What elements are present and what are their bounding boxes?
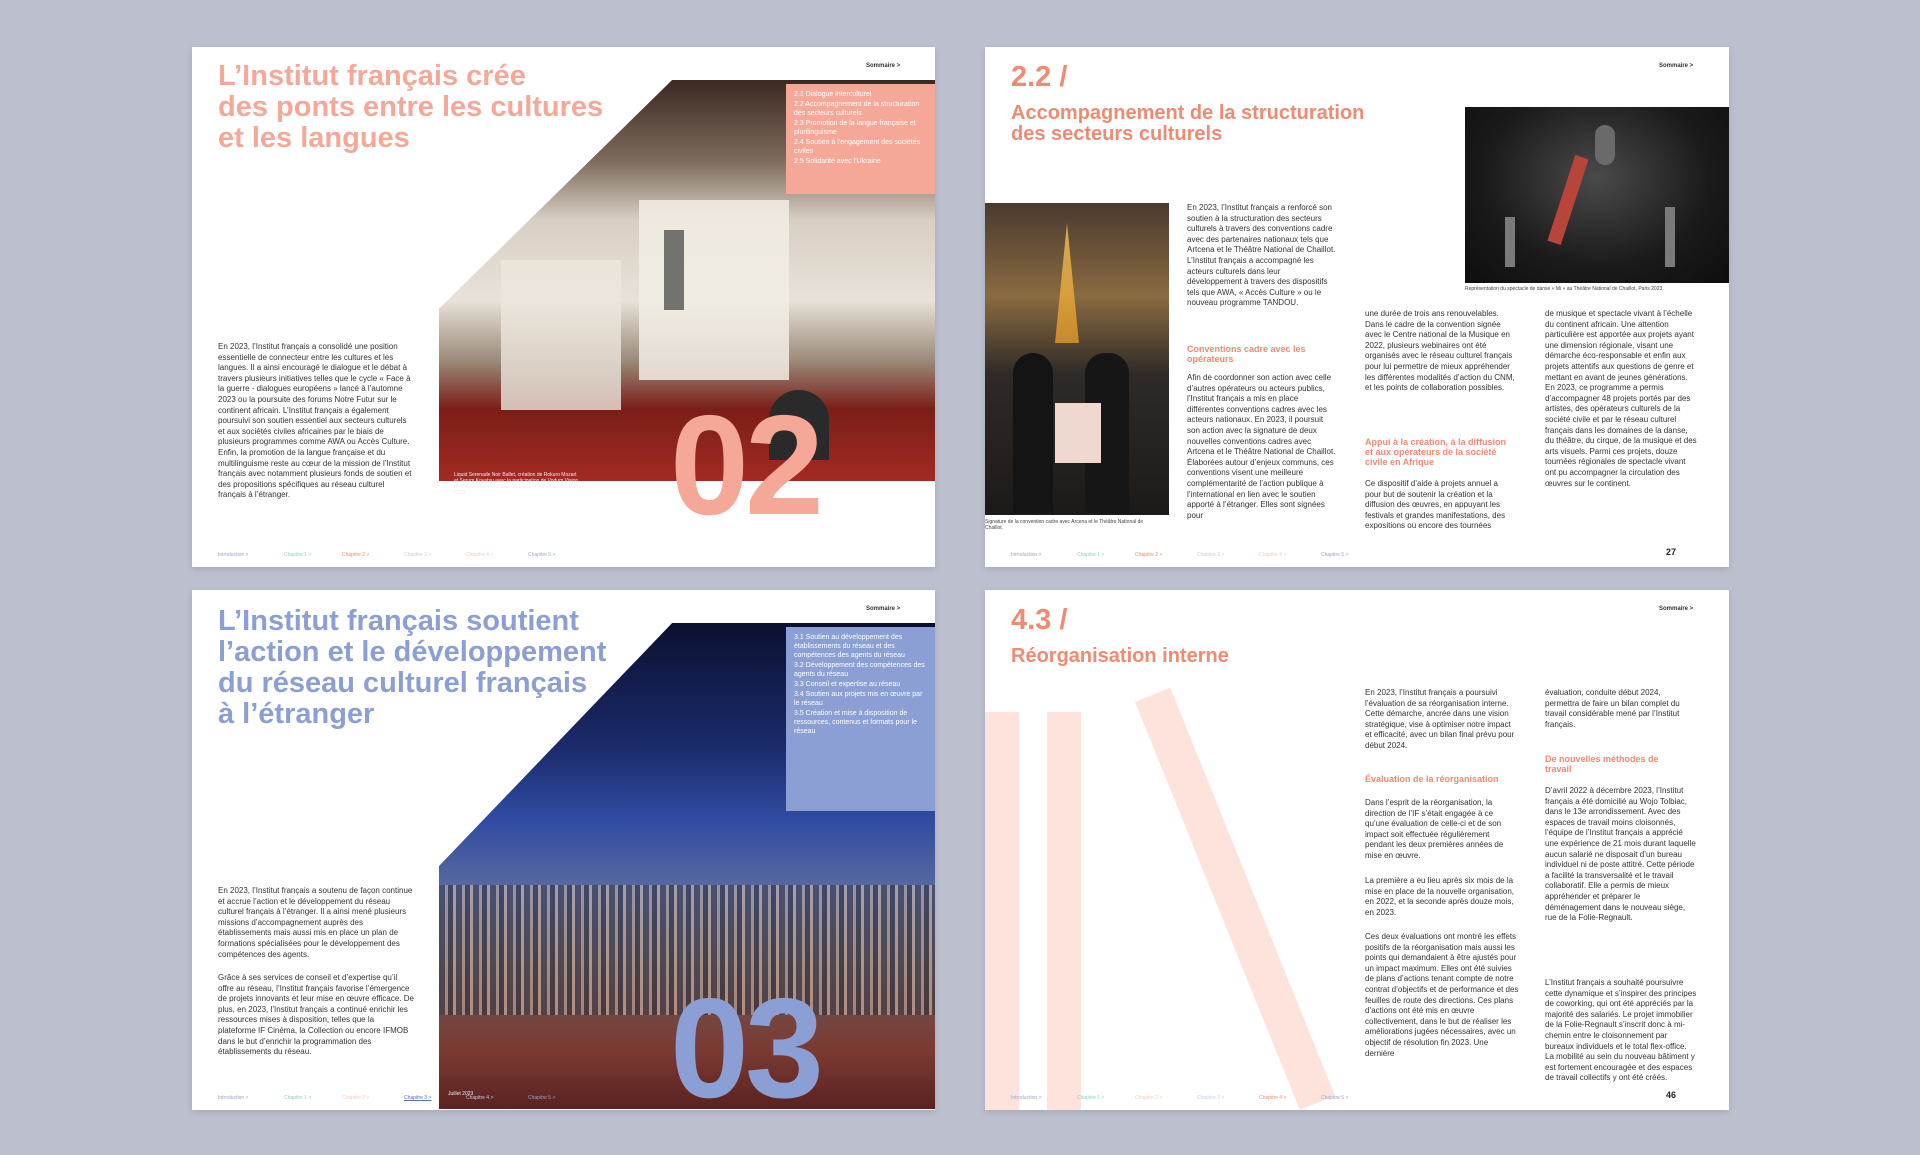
footer-link[interactable]: Chapitre 3 > — [1197, 1095, 1225, 1101]
body-text: de musique et spectacle vivant à l’échelle du continent africain. Une attention particulière est apportée aux projets ayant une dimension régionale, visant une démarche éco-responsable et enfin aux projets attentifs aux questions de genre et mettant en avant de jeunes générations. En 2023, ce programme a permis d’accompagner 48 projets portés par des artistes, des opérateurs culturels de la société civile et par le réseau culturel français dans les domaines de la danse, du théâtre, du cirque, de la musique et des arts visuels. Parmi ces projets, douze tournées régionales de spectacle vivant ont pu accompagner la circulation des œuvres sur le continent. — [1545, 309, 1697, 488]
photo-caption: Signature de la convention cadre avec Arcena et le Théâtre National de Chaillot. — [985, 519, 1144, 531]
toc-item[interactable]: 2.1 Dialogue interculturel — [794, 91, 872, 98]
spread-chapter-3 — [192, 590, 935, 1110]
footer-link[interactable]: Chapitre 2 > — [342, 1095, 370, 1101]
footer-link[interactable]: Chapitre 1 > — [1077, 1095, 1105, 1101]
body-text: En 2023, l’Institut français a consolidé une position essentielle de connecteur entre les cultures et les langues. Il a ainsi encouragé le dialogue et le débat à travers plusieurs initiatives telles que le cycle « Face à la guerre - dialogues européens » lancé à l’automne 2023 ou la poursuite des forums Notre Futur sur le continent africain. L’Institut français a également poursuivi son soutien essentiel aux secteurs culturels et aux sociétés civiles africaines par le biais de plusieurs programmes comme AWA ou Accès Culture. Enfin, la promotion de la langue française et du multilinguisme reste au cœur de la mission de l’Institut français avec notamment plusieurs fonds de soutien et des propositions spécifiques au réseau culturel français à l’étranger. — [218, 342, 412, 500]
spread-chapter-2 — [192, 47, 935, 567]
footer-link[interactable]: Chapitre 4 > — [466, 1095, 494, 1101]
decorative-shape — [985, 712, 1265, 1110]
sommaire-link[interactable]: Sommaire > — [866, 63, 901, 69]
footer-link[interactable]: Introduction > — [1011, 1095, 1042, 1101]
footer-link[interactable]: Introduction > — [218, 552, 249, 558]
footer-link[interactable]: Chapitre 4 > — [1259, 1095, 1287, 1101]
footer-link[interactable]: Chapitre 4 > — [1259, 552, 1287, 558]
footer-nav — [1011, 1095, 1441, 1103]
toc-item[interactable]: 2.4 Soutien à l’engagement des sociétés civiles — [794, 139, 921, 155]
photo-caption: Liquid Serenade Noir Ballet, création de Rokuro Mozart et Serum Koyatsu avec la participation de Vodum Vision, résidence Villa Kujoyama, Kyoto, à la Nuit Blanche, Paris 2023. — [454, 472, 581, 496]
body-text: Ce dispositif d’aide à projets annuel a pour but de soutenir la création et la diffusion des œuvres, en appuyant les festivals et grandes manifestations, des expositions ou encore des tournées — [1365, 479, 1506, 531]
photo-signature — [985, 203, 1169, 515]
footer-link[interactable]: Chapitre 1 > — [284, 552, 312, 558]
page-number: 27 — [1666, 547, 1677, 557]
subheading: Appui à la création, à la diffusion et aux opérateurs de la société civile en Afrique — [1365, 437, 1507, 467]
footer-link[interactable]: Chapitre 5 > — [1321, 1095, 1349, 1101]
footer-link[interactable]: Chapitre 3 > — [1197, 552, 1225, 558]
footer-link[interactable]: Chapitre 2 > — [1135, 1095, 1163, 1101]
sommaire-link[interactable]: Sommaire > — [866, 606, 901, 612]
body-text: Dans l’esprit de la réorganisation, la direction de l’IF s’était engagée à ce qu’une évaluation de celle-ci et de son impact soit effectuée régulièrement pendant les deux premières années de mise en œuvre. — [1365, 798, 1504, 860]
body-text: Ces deux évaluations ont montré les effets positifs de la réorganisation mais aussi les points qui demandaient à être ajustés pour un impact maximum. Elles ont été suivies de plans d’actions tenant compte de notre contrat d’objectifs et de performance et des feuilles de route des directions. Ces plans d’actions ont été mis en œuvre collectivement, dans le but de réaliser les améliorations jugées nécessaires, avec un objectif de résolution fin 2023. Une dernière — [1365, 932, 1519, 1058]
section-title: Accompagnement de la structuration des secteurs culturels — [1011, 102, 1365, 145]
chapter-number: 02 — [670, 386, 820, 545]
footer-link[interactable]: Introduction > — [218, 1095, 249, 1101]
footer-link[interactable]: Chapitre 2 > — [342, 552, 370, 558]
chapter-title: L’Institut français crée des ponts entre les cultures et les langues — [218, 60, 604, 154]
footer-link[interactable]: Chapitre 3 > — [404, 1095, 432, 1101]
footer-link[interactable]: Chapitre 1 > — [1077, 552, 1105, 558]
sommaire-link[interactable]: Sommaire > — [1659, 63, 1694, 69]
footer-link[interactable]: Chapitre 3 > — [404, 552, 432, 558]
footer-link[interactable]: Introduction > — [1011, 552, 1042, 558]
footer-nav — [1011, 552, 1441, 560]
footer-nav — [218, 552, 648, 560]
subheading: Évaluation de la réorganisation — [1365, 774, 1499, 784]
body-text: évaluation, conduite début 2024, permettra de faire un bilan complet du travail considérable mené par l’Institut français. — [1545, 688, 1680, 729]
body-text: Grâce à ses services de conseil et d’expertise qu’il offre au réseau, l’Institut français favorise l’émergence de projets innovants et leur mise en œuvre efficace. De plus, en 2023, l’Institut français a continué enrichir les ressources mises à disposition, telles que la plateforme IF Cinéma, la Collection ou encore IFMOB dans le but d’enrichir la programmation des établissements du réseau. — [218, 973, 414, 1057]
body-text: Afin de coordonner son action avec celle d’autres opérateurs ou acteurs publics, l’Institut français a mis en place différentes conventions cadres avec les acteurs nationaux. En 2023, il poursuit son action avec la signature de deux nouvelles conventions cadres avec Artcena et le Théâtre National de Chaillot. Élaborées autour d’enjeux communs, ces conventions visent une meilleure complémentarité de l’action publique à l’international en lien avec le soutien apporté à l’étranger. Elles sont signées pour — [1187, 373, 1336, 520]
photo-caption: Juillet 2023 — [448, 1091, 474, 1097]
section-title: Réorganisation interne — [1011, 645, 1229, 667]
body-text: D’avril 2022 à décembre 2023, l’Institut français a été domicilié au Wojo Tolbiac, dans le 13e arrondissement. Avec des espaces de travail moins cloisonnés, l’équipe de l’Institut français a apprécié une expérience de 21 mois durant laquelle aucun salarié ne disposait d’un bureau individuel ni de poste attitré. Cette période a facilité la transversalité et le travail collaboratif. Elle a permis de mieux appréhender et préparer le déménagement dans le nouveau siège, rue de la Folie-Regnault. — [1545, 786, 1696, 923]
footer-nav — [218, 1095, 648, 1103]
photo-dance — [1465, 107, 1729, 283]
toc-item[interactable]: 3.3 Conseil et expertise au réseau — [794, 681, 901, 688]
toc-item[interactable]: 3.2 Développement des compétences des agents du réseau — [794, 662, 925, 678]
toc-item[interactable]: 2.2 Accompagnement de la structuration des secteurs culturels — [794, 101, 920, 117]
body-text: La première a eu lieu après six mois de la mise en place de la nouvelle organisation, en 2022, et la seconde après douze mois, en 2023. — [1365, 876, 1514, 917]
footer-link[interactable]: Chapitre 2 > — [1135, 552, 1163, 558]
page-number: 46 — [1666, 1090, 1677, 1100]
sommaire-link[interactable]: Sommaire > — [1659, 606, 1694, 612]
toc-item[interactable]: 3.5 Création et mise à disposition de ressources, contenus et formats pour le réseau — [794, 710, 917, 735]
chapter-title: L’Institut français soutient l’action et le développement du réseau culturel français à l’étranger — [218, 605, 607, 730]
chapter-toc — [786, 84, 935, 194]
body-text: L’Institut français a souhaité poursuivre cette dynamique et s’inspirer des principes de coworking, qui ont été appréciés par la majorité des salariés. Le projet immobilier de la Folie-Regnault s’inscrit donc à mi-chemin entre le cloisonnement par bureaux individuels et le total flex-office. La mobilité au sein du nouveau bâtiment y est fortement encouragée et des espaces de travail collectifs y ont été créés. — [1545, 978, 1697, 1083]
toc-item[interactable]: 3.1 Soutien au développement des établissements du réseau et des compétences des agents du réseau — [794, 634, 905, 659]
footer-link[interactable]: Chapitre 5 > — [528, 1095, 556, 1101]
body-text: En 2023, l’Institut français a poursuivi l’évaluation de sa réorganisation interne. Cette démarche, ancrée dans une vision stratégique, vise à optimiser notre impact et efficacité, avec un bilan final prévu pour début 2024. — [1365, 688, 1515, 750]
footer-link[interactable]: Chapitre 5 > — [1321, 552, 1349, 558]
toc-item[interactable]: 3.4 Soutien aux projets mis en œuvre par le réseau — [794, 691, 923, 707]
section-number: 4.3 / — [1011, 604, 1068, 636]
subheading: Conventions cadre avec les opérateurs — [1187, 344, 1306, 364]
chapter-toc — [786, 627, 935, 811]
section-number: 2.2 / — [1011, 61, 1068, 93]
photo-caption: Représentation du spectacle de danse « Mi » au Théâtre National de Chaillot, Paris 2023. — [1465, 286, 1664, 292]
spread-section-2-2 — [985, 47, 1729, 567]
chapter-number: 03 — [670, 969, 820, 1110]
footer-link[interactable]: Chapitre 4 > — [466, 552, 494, 558]
intro-text: En 2023, l’Institut français a renforcé son soutien à la structuration des secteurs culturels à travers des conventions cadre avec des partenaires nationaux tels que Artcena et le Théâtre National de Chaillot. L’Institut français a accompagné les acteurs culturels dans leur développement à travers des dispositifs tels que AWA, « Accès Culture » ou le nouveau programme TANDOU. — [1187, 203, 1336, 308]
body-text: une durée de trois ans renouvelables. Dans le cadre de la convention signée avec le Centre national de la Musique en 2022, plusieurs webinaires ont été organisés avec le réseau culturel français pour lui permettre de mieux appréhender les différentes modalités d’action du CNM, et les points de collaboration possibles. — [1365, 309, 1515, 393]
footer-link[interactable]: Chapitre 1 > — [284, 1095, 312, 1101]
body-text: En 2023, l’Institut français a soutenu de façon continue et accrue l’action et le développement du réseau culturel français à l’étranger. Il a ainsi mené plusieurs missions d’accompagnement auprès des établissements mais aussi mis en place un plan de formations spécialisées pour le développement des compétences des agents. — [218, 886, 413, 959]
spread-section-4-3 — [985, 590, 1729, 1110]
subheading: De nouvelles méthodes de travail — [1545, 754, 1659, 774]
toc-item[interactable]: 2.3 Promotion de la langue française et plurilinguisme — [794, 120, 916, 136]
toc-item[interactable]: 2.5 Solidarité avec l’Ukraine — [794, 158, 881, 165]
footer-link[interactable]: Chapitre 5 > — [528, 552, 556, 558]
